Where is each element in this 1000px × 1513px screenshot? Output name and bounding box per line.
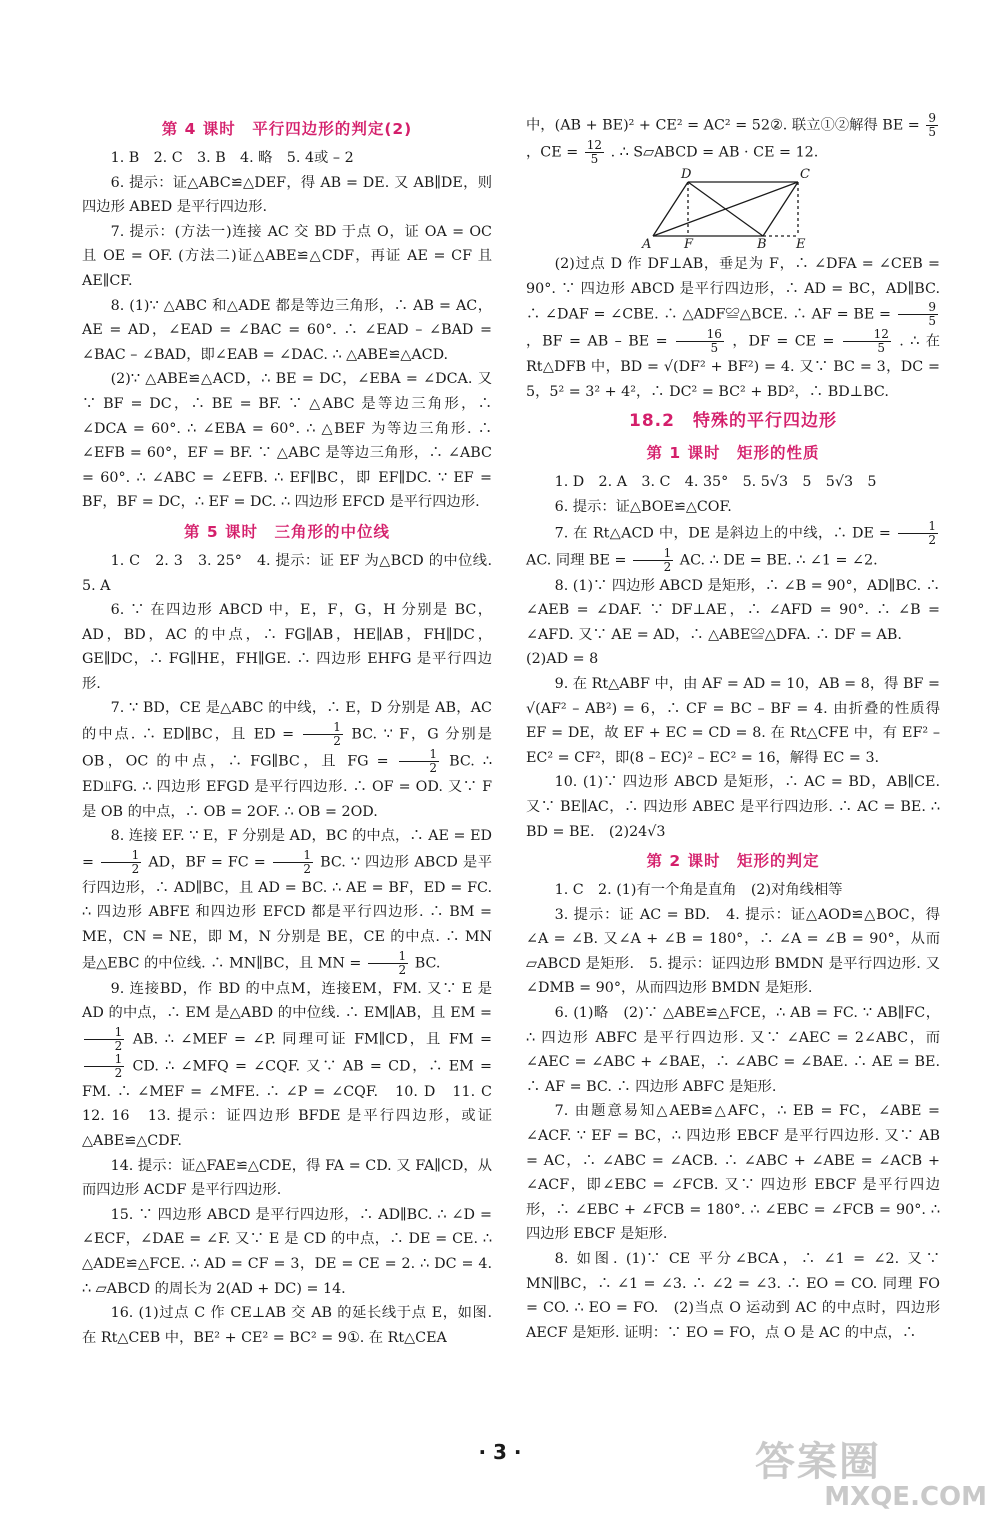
figure-label: B — [757, 237, 767, 250]
fraction-denominator: 2 — [303, 861, 312, 876]
answer-paragraph: 1. B 2. C 3. B 4. 略 5. 4或 – 2 — [110, 150, 354, 166]
answer-paragraph: 6. ∵ 在四边形 ABCD 中，E，F，G，H 分别是 BC，AD，BD，AC 的中点，∴ FG∥AB，HE∥AB，FH∥DC，GE∥DC，∴ FG∥HE，FH∥GE. ∴ 四边形 EHFG 是平行四边形. — [82, 602, 492, 692]
text-run: ，DF = CE = — [732, 333, 835, 350]
text-run: 中，(AB + BE)² + CE² = AC² = 52②. 联立①②解得 BE = — [526, 117, 920, 134]
fraction — [585, 139, 604, 166]
answer-paragraph: 15. ∵ 四边形 ABCD 是平行四边形，∴ AD∥BC. ∴ ∠D = ∠ECF，∠DAE = ∠F. 又∵ E 是 CD 的中点，∴ DE = CE. ∴ △ADE≌△FCE. ∴ AD = CF = 3，DE = CE = 2. ∴ DC = 4. ∴ ▱ABCD 的周长为 2(AD + DC) = 14. — [82, 1206, 492, 1297]
fraction — [368, 950, 408, 977]
text-run: BC. ∴ ED⫫FG. ∴ 四边形 EFGD 是平行四边形. ∴ OF = OD. 又∵ F 是 OB 的中点，∴ OB = 2OF. ∴ OB = 2OD. — [82, 753, 493, 820]
fraction-numerator: 1 — [303, 721, 343, 735]
answer-paragraph — [82, 824, 492, 976]
answer-paragraph: 16. (1)过点 C 作 CE⊥AB 交 AB 的延长线于点 E，如图. 在 Rt△CEB 中，BE² + CE² = BC² = 9①. 在 Rt△CEA — [82, 1305, 492, 1346]
answer-paragraph: 10. (1)∵ 四边形 ABCD 是矩形，∴ AC = BD，AB∥CE. 又∵ BE∥AC，∴ 四边形 ABEC 是平行四边形. ∴ AC = BE. ∴ BD = BE. (2)24√3 — [526, 774, 940, 840]
text-run: AC. ∴ DE = BE. ∴ ∠1 = ∠2. — [679, 552, 878, 569]
fraction-denominator: 2 — [928, 532, 936, 547]
fraction-denominator: 5 — [928, 314, 936, 329]
fraction-numerator: 1 — [368, 950, 408, 964]
text-run: BC. — [414, 955, 441, 972]
fraction-numerator: 1 — [84, 1026, 124, 1040]
section-heading: 第 1 课时 矩形的性质 — [646, 444, 820, 463]
answer-paragraph: 6. 提示：证△BOE≌△COF. — [554, 498, 732, 515]
answer-paragraph: 1. C 2. 3 3. 25° 4. 提示：证 EF 为△BCD 的中位线. 5. A — [82, 552, 507, 594]
figure-edge-bc — [763, 182, 798, 236]
text-run: . ∴ 在 Rt△DFB 中，BD = √(DF² + BF²) = 4. 又∵ BC = 3，DC = 5，5² = 3² + 4²，∴ DC² = BC² + BD²，∴ BD⊥BC. — [526, 333, 941, 400]
fraction — [84, 1053, 124, 1080]
fraction-denominator: 2 — [429, 761, 437, 776]
fraction — [898, 520, 938, 547]
text-run: AB. ∴ ∠MEF = ∠P. 同理可证 FM∥CD，且 FM = — [132, 1031, 493, 1048]
fraction-denominator: 2 — [114, 1065, 123, 1080]
fraction — [303, 721, 343, 748]
answer-paragraph: 1. C 2. (1)有一个角是直角 (2)对角线相等 — [554, 882, 843, 899]
fraction — [843, 328, 891, 355]
text-run: 7. ∵ BD，CE 是△ABC 的中线，∴ E，D 分别是 AB，AC 的中点. ∴ ED∥BC，且 ED = — [82, 700, 492, 743]
answer-paragraph: 8. (1)∵ △ABC 和△ADE 都是等边三角形，∴ AB = AC，AE = AD，∠EAD = ∠BAC = 60°. ∴ ∠EAD – ∠BAD = ∠BAC – ∠BAD，即∠EAB = ∠DAC. ∴ △ABE≌△ACD. — [82, 297, 492, 363]
left-column — [82, 112, 507, 1350]
text-run: 8. 连接 EF. ∵ E，F 分别是 AD，BC 的中点，∴ AE = ED = — [82, 828, 492, 871]
fraction — [84, 1026, 124, 1053]
fraction-numerator: 12 — [843, 328, 891, 342]
fraction-denominator: 5 — [928, 125, 936, 139]
fraction-numerator: 1 — [84, 1053, 124, 1067]
fraction — [676, 328, 724, 355]
watermark-text: 答案圈 — [755, 1439, 881, 1485]
right-column — [526, 112, 940, 1345]
figure-label: E — [796, 237, 806, 250]
watermark-logo — [755, 1440, 995, 1510]
text-run: BC. ∵ 四边形 ABCD 是平行四边形，∴ AD∥BC，且 AD = BC. ∴ AE = BF，ED = FC. ∴ 四边形 ABFE 和四边形 EFCD 都是平行四边形. ∴ BM = ME，CN = NE，即 M，N 分别是 BE，CE 的中点. ∴ MN 是△EBC 的中位线. ∴ MN∥BC，且 MN = — [82, 854, 493, 972]
answer-paragraph: 3. 提示：证 AC = BD. 4. 提示：证△AOD≌△BOC，得∠A = ∠B. 又∠A + ∠B = 180°，∴ ∠A = ∠B = 90°，从而▱ABCD 是矩形. 5. 提示：证四边形 BMDN 是平行四边形. 又∠DMB = 90°，从而四边形 BMDN 是矩形. — [526, 906, 940, 997]
text-run: (2)过点 D 作 DF⊥AB，垂足为 F，∴ ∠DFA = ∠CEB = 90°. ∵ 四边形 ABCD 是平行四边形，∴ AD = BC，AD∥BC. ∴ ∠DAF = ∠CBE. ∴ △ADF≌△BCE. ∴ AF = BE = — [526, 256, 940, 323]
fraction-numerator: 1 — [273, 849, 313, 863]
answer-paragraph: (2)∵ △ABE≌△ACD，∴ BE = DC，∠EBA = ∠DCA. 又∵ BF = DC，∴ BE = BF. ∵ △ABC 是等边三角形，∴ ∠DCA = 60°. ∴ ∠EBA = 60°. ∴ △BEF 为等边三角形. ∴ ∠EFB = 60°，EF = BF. ∵ △ABC 是等边三角形，∴ ∠ABC = 60°. ∴ ∠ABC = ∠EFB. ∴ EF∥BC，即 EF∥DC. ∵ EF = BF，BF = DC，∴ EF = DC. ∴ 四边形 EFCD 是平行四边形. — [82, 371, 492, 511]
fraction — [633, 547, 673, 574]
figure-label: F — [684, 237, 694, 250]
answer-paragraph — [526, 252, 940, 404]
fraction — [399, 748, 439, 775]
watermark-url: MXQE.COM — [824, 1482, 987, 1512]
fraction-denominator: 5 — [590, 152, 599, 166]
section-heading: 第 4 课时 平行四边形的判定(2) — [161, 120, 413, 138]
fraction-numerator: 1 — [101, 849, 141, 863]
page-number: · 3 · — [478, 1440, 522, 1464]
answer-paragraph: 7. 由题意易知△AEB≌△AFC，∴ EB = FC，∠ABE = ∠ACF. ∵ EF = BC，∴ 四边形 EBCF 是平行四边形. 又∵ AB = AC，∴ ∠ABC = ∠ACB. ∴ ∠ABC + ∠ABE = ∠ACB + ∠ACF，即∠EBC = ∠FCB. 又∵ 四边形 EBCF 是平行四边形，∴ ∠EBC + ∠FCB = 180°. ∴ ∠EBC = ∠FCB = 90°. ∴ 四边形 EBCF 是矩形. — [526, 1103, 940, 1243]
figure-edge-ad — [653, 182, 688, 236]
answer-paragraph — [526, 112, 940, 166]
text-run: AC. 同理 BE = — [526, 552, 627, 569]
answer-paragraph: 7. 提示：(方法一)连接 AC 交 BD 于点 O，证 OA = OC 且 OE = OF. (方法二)证△ABE≌△CDF，再证 AE = CF 且 AE∥CF. — [82, 223, 492, 289]
text-run: 7. 在 Rt△ACD 中，DE 是斜边上的中线，∴ DE = — [554, 525, 891, 542]
section-heading: 第 2 课时 矩形的判定 — [646, 852, 820, 871]
section-heading: 第 5 课时 三角形的中位线 — [183, 522, 391, 541]
text-run: ，BF = AB – BE = — [526, 333, 668, 350]
fraction-numerator: 9 — [898, 301, 938, 315]
answer-paragraph: 6. (1)略 (2)∵ △ABE≌△FCE，∴ AB = FC. ∵ AB∥FC，∴ 四边形 ABFC 是平行四边形. 又∵ ∠AEC = 2∠ABC，而∠AEC = ∠ABC + ∠BAE，∴ ∠ABC = ∠BAE. ∴ AE = BE. ∴ AF = BC. ∴ 四边形 ABFC 是矩形. — [526, 1005, 940, 1095]
answer-paragraph: 9. 在 Rt△ABF 中，由 AF = AD = 10，AB = 8，得 BF = √(AF² – AB²) = 6，∴ CF = BC – BF = 4. 由折叠的性质得 EF = DE，故 EF + EC = CD = 8. 在 Rt△CFE 中，有 EF² – EC² = CF²，即(8 – EC)² – EC² = 16，解得 EC = 3. — [526, 675, 940, 766]
fraction-numerator: 12 — [586, 138, 603, 152]
figure-label: A — [642, 237, 652, 250]
answer-paragraph — [82, 977, 507, 1154]
text-run: . ∴ S▱ABCD = AB · CE = 12. — [610, 144, 819, 161]
answer-paragraph: 8. 如图. (1)∵ CE 平分∠BCA，∴ ∠1 = ∠2. 又∵ MN∥BC，∴ ∠1 = ∠3. ∴ ∠2 = ∠3. ∴ EO = CO. 同理 FO = CO. ∴ EO = FO. (2)当点 O 运动到 AC 的中点时，四边形 AECF 是矩形. 证明：∵ EO = FO，点 O 是 AC 的中点，∴ — [526, 1251, 940, 1341]
fraction-numerator: 16 — [676, 328, 724, 342]
fraction — [273, 849, 313, 876]
answer-paragraph: 1. D 2. A 3. C 4. 35° 5. 5√3 5 5√3 5 — [554, 474, 877, 491]
fraction — [101, 849, 141, 876]
parallelogram-figure — [638, 168, 828, 250]
fraction-numerator: 1 — [633, 547, 673, 561]
text-run: BC. ∵ F，G 分别是 OB，OC 的中点，∴ FG∥BC，且 FG = — [82, 726, 492, 770]
figure-diagonal-bd — [688, 182, 763, 236]
text-run: 9. 连接BD，作 BD 的中点M，连接EM，FM. 又∵ E 是 AD 的中点，∴ EM 是△ABD 的中位线. ∴ EM∥AB，且 EM = — [82, 980, 492, 1022]
answer-paragraph — [526, 520, 940, 574]
fraction-denominator: 5 — [710, 341, 719, 356]
fraction-denominator: 2 — [663, 559, 672, 574]
fraction — [926, 112, 938, 139]
answer-paragraph: 6. 提示：证△ABC≌△DEF，得 AB = DE. 又 AB∥DE，则四边形 ABED 是平行四边形. — [82, 174, 492, 216]
text-run: CD. ∴ ∠MFQ = ∠CQF. 又∵ AB = CD，∴ EM = FM. ∴ ∠MEF = ∠MFE. ∴ ∠P = ∠CQF. 10. D 11. C 12. 16 13. 提示：证四边形 BFDE 是平行四边形，或证△ABE≌△CDF. — [82, 1058, 507, 1149]
answer-paragraph: 8. (1)∵ 四边形 ABCD 是矩形，∴ ∠B = 90°，AD∥BC. ∴ ∠AEB = ∠DAF. ∵ DF⊥AE，∴ ∠AFD = 90°. ∴ ∠B = ∠AFD. 又∵ AE = AD，∴ △ABE≌△DFA. ∴ DF = AB. — [526, 577, 940, 643]
figure-label: C — [800, 168, 810, 182]
fraction-denominator: 5 — [877, 341, 886, 356]
figure-label: D — [681, 168, 692, 182]
fraction-numerator: 1 — [399, 748, 439, 762]
fraction-denominator: 2 — [114, 1038, 123, 1053]
fraction — [898, 301, 938, 328]
text-run: ，CE = — [526, 144, 579, 161]
fraction-numerator: 1 — [898, 520, 938, 534]
fraction-numerator: 9 — [928, 111, 936, 125]
text-run: AD，BF = FC = — [148, 854, 266, 871]
answer-paragraph — [82, 696, 492, 824]
fraction-denominator: 2 — [333, 734, 341, 749]
answer-paragraph: 14. 提示：证△FAE≌△CDE，得 FA = CD. 又 FA∥CD，从而四边形 ACDF 是平行四边形. — [82, 1157, 492, 1199]
fraction-denominator: 2 — [131, 861, 140, 876]
fraction-denominator: 2 — [398, 962, 407, 977]
answer-paragraph: (2)AD = 8 — [526, 651, 599, 668]
section-heading: 18.2 特殊的平行四边形 — [629, 411, 837, 432]
